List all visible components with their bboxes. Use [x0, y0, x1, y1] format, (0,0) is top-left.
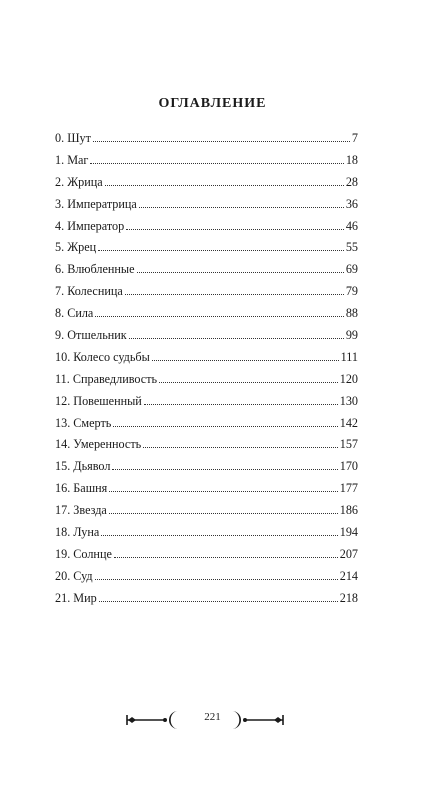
toc-entry[interactable]: [55, 522, 358, 544]
toc-entry-page: 218: [339, 590, 358, 605]
toc-entry-page: 36: [345, 196, 358, 211]
toc-entry-label: 20. Суд: [55, 568, 93, 583]
toc-entry[interactable]: [55, 456, 358, 478]
dot-leader: [101, 534, 337, 536]
dot-leader: [114, 556, 338, 558]
toc-entry-label: 12. Повешенный: [55, 393, 142, 408]
toc-entry-page: 177: [339, 481, 358, 496]
toc-entry[interactable]: [55, 150, 358, 172]
toc-entry-page: 157: [339, 437, 358, 452]
toc-entry-label: 2. Жрица: [55, 174, 103, 189]
toc-entry-label: 19. Солнце: [55, 546, 112, 561]
dot-leader: [139, 206, 344, 208]
toc-entry-page: 18: [345, 152, 358, 167]
toc-entry-page: 130: [339, 393, 358, 408]
toc-entry-label: 5. Жрец: [55, 240, 97, 255]
toc-entry-page: 79: [345, 284, 358, 299]
dot-leader: [152, 359, 339, 361]
toc-entry[interactable]: [55, 413, 358, 435]
toc-entry[interactable]: [55, 434, 358, 456]
toc-list: [55, 128, 358, 610]
toc-entry[interactable]: [55, 325, 358, 347]
dot-leader: [143, 446, 338, 448]
toc-entry-label: 16. Башня: [55, 481, 108, 496]
toc-entry-label: 21. Мир: [55, 590, 97, 605]
toc-entry-label: 4. Император: [55, 218, 125, 233]
dot-leader: [109, 512, 338, 514]
dot-leader: [90, 162, 343, 164]
toc-entry[interactable]: [55, 391, 358, 413]
toc-entry-page: 69: [345, 262, 358, 277]
dot-leader: [137, 271, 344, 273]
dot-leader: [105, 184, 344, 186]
toc-entry[interactable]: [55, 369, 358, 391]
toc-entry-page: 55: [345, 240, 358, 255]
toc-entry[interactable]: [55, 303, 358, 325]
dot-leader: [109, 490, 338, 492]
toc-entry[interactable]: [55, 172, 358, 194]
dot-leader: [95, 578, 338, 580]
toc-entry-page: 111: [340, 349, 358, 364]
toc-entry[interactable]: [55, 216, 358, 238]
toc-entry[interactable]: [55, 281, 358, 303]
dot-leader: [144, 403, 338, 405]
dot-leader: [98, 249, 344, 251]
toc-entry-label: 0. Шут: [55, 131, 91, 145]
toc-entry-page: 207: [339, 546, 358, 561]
toc-entry-label: 8. Сила: [55, 306, 94, 321]
toc-entry-page: 142: [339, 415, 358, 430]
toc-entry-label: 1. Маг: [55, 152, 89, 167]
toc-entry[interactable]: [55, 478, 358, 500]
toc-entry-label: 18. Луна: [55, 525, 100, 540]
page-footer: [0, 708, 425, 732]
toc-entry-label: 13. Смерть: [55, 415, 112, 430]
toc-entry-page: 88: [345, 306, 358, 321]
dot-leader: [112, 468, 337, 470]
dot-leader: [159, 381, 338, 383]
dot-leader: [125, 293, 344, 295]
toc-entry-page: 46: [345, 218, 358, 233]
toc-entry-label: 3. Императрица: [55, 196, 137, 211]
toc-entry[interactable]: [55, 566, 358, 588]
toc-entry[interactable]: [55, 237, 358, 259]
toc-entry-label: 17. Звезда: [55, 503, 107, 518]
toc-entry[interactable]: [55, 259, 358, 281]
dot-leader: [99, 600, 338, 602]
toc-entry-page: 7: [351, 131, 358, 145]
toc-entry[interactable]: [55, 544, 358, 566]
toc-entry[interactable]: [55, 500, 358, 522]
toc-entry-page: 28: [345, 174, 358, 189]
dot-leader: [93, 140, 350, 142]
toc-entry-label: 10. Колесо судьбы: [55, 349, 150, 364]
toc-entry[interactable]: [55, 588, 358, 610]
toc-entry-page: 170: [339, 459, 358, 474]
dot-leader: [129, 337, 344, 339]
toc-entry[interactable]: [55, 194, 358, 216]
toc-entry-label: 7. Колесница: [55, 284, 123, 299]
dot-leader: [113, 425, 337, 427]
toc-entry-label: 11. Справедливость: [55, 371, 158, 386]
toc-entry-page: 120: [339, 371, 358, 386]
toc-entry-label: 6. Влюбленные: [55, 262, 135, 277]
toc-title: ОГЛАВЛЕНИЕ: [158, 96, 267, 111]
toc-entry-page: 186: [339, 503, 358, 518]
page-number: 221: [204, 711, 221, 723]
toc-entry-page: 214: [339, 568, 358, 583]
toc-entry-label: 9. Отшельник: [55, 328, 127, 343]
toc-entry-page: 99: [345, 328, 358, 343]
toc-entry-label: 14. Умеренность: [55, 437, 142, 452]
toc-entry-page: 194: [339, 525, 358, 540]
toc-entry-label: 15. Дьявол: [55, 459, 111, 474]
dot-leader: [126, 228, 344, 230]
dot-leader: [95, 315, 343, 317]
toc-entry[interactable]: [55, 347, 358, 369]
toc-entry[interactable]: [55, 128, 358, 150]
